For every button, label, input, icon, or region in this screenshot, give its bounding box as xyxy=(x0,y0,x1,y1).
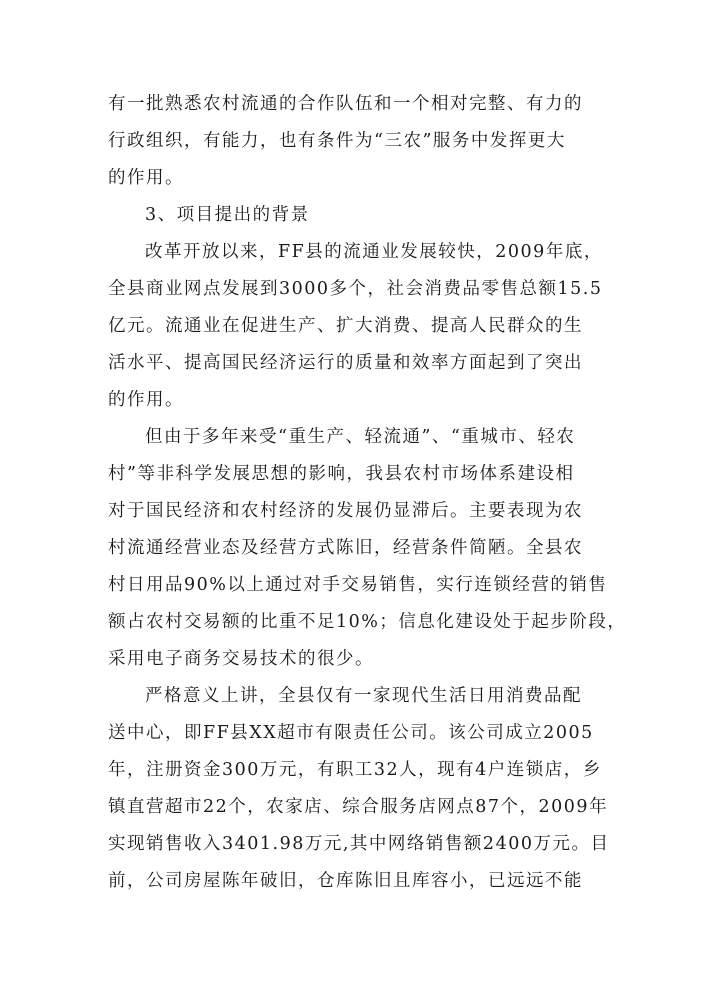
text-line: 活水平、提高国民经济运行的质量和效率方面起到了突出 xyxy=(108,353,583,373)
text-line: 的作用。 xyxy=(108,390,184,410)
text-line: 镇直营超市22个，农家店、综合服务店网点87个，2009年 xyxy=(108,797,609,817)
text-line: 全县商业网点发展到3000多个，社会消费品零售总额15.5 xyxy=(108,279,603,299)
text-line: 对于国民经济和农村经济的发展仍显滞后。主要表现为农 xyxy=(108,501,583,521)
text-line: 行政组织，有能力，也有条件为“三农”服务中发挥更大 xyxy=(108,131,566,151)
text-line: 改革开放以来，FF县的流通业发展较快，2009年底， xyxy=(145,242,603,262)
text-line: 但由于多年来受“重生产、轻流通”、“重城市、轻农 xyxy=(145,427,576,447)
text-line: 有一批熟悉农村流通的合作队伍和一个相对完整、有力的 xyxy=(108,94,583,114)
text-line: 严格意义上讲，全县仅有一家现代生活日用消费品配 xyxy=(145,686,582,706)
text-line: 亿元。流通业在促进生产、扩大消费、提高人民群众的生 xyxy=(108,316,583,336)
text-line: 的作用。 xyxy=(108,168,184,188)
section-heading: 3、项目提出的背景 xyxy=(145,205,310,225)
text-line: 村流通经营业态及经营方式陈旧，经营条件简陋。全县农 xyxy=(108,538,583,558)
text-line: 额占农村交易额的比重不足10%；信息化建设处于起步阶段， xyxy=(108,612,627,632)
text-line: 村日用品90%以上通过对手交易销售，实行连锁经营的销售 xyxy=(108,575,608,595)
text-line: 采用电子商务交易技术的很少。 xyxy=(108,649,374,669)
text-line: 送中心，即FF县XX超市有限责任公司。该公司成立2005 xyxy=(108,723,594,743)
text-line: 前，公司房屋陈年破旧，仓库陈旧且库容小，已远远不能 xyxy=(108,871,583,891)
text-line: 年，注册资金300万元，有职工32人，现有4户连锁店，乡 xyxy=(108,760,602,780)
text-line: 实现销售收入3401.98万元,其中网络销售额2400万元。目 xyxy=(108,834,610,854)
text-line: 村”等非科学发展思想的影响，我县农村市场体系建设相 xyxy=(108,464,575,484)
